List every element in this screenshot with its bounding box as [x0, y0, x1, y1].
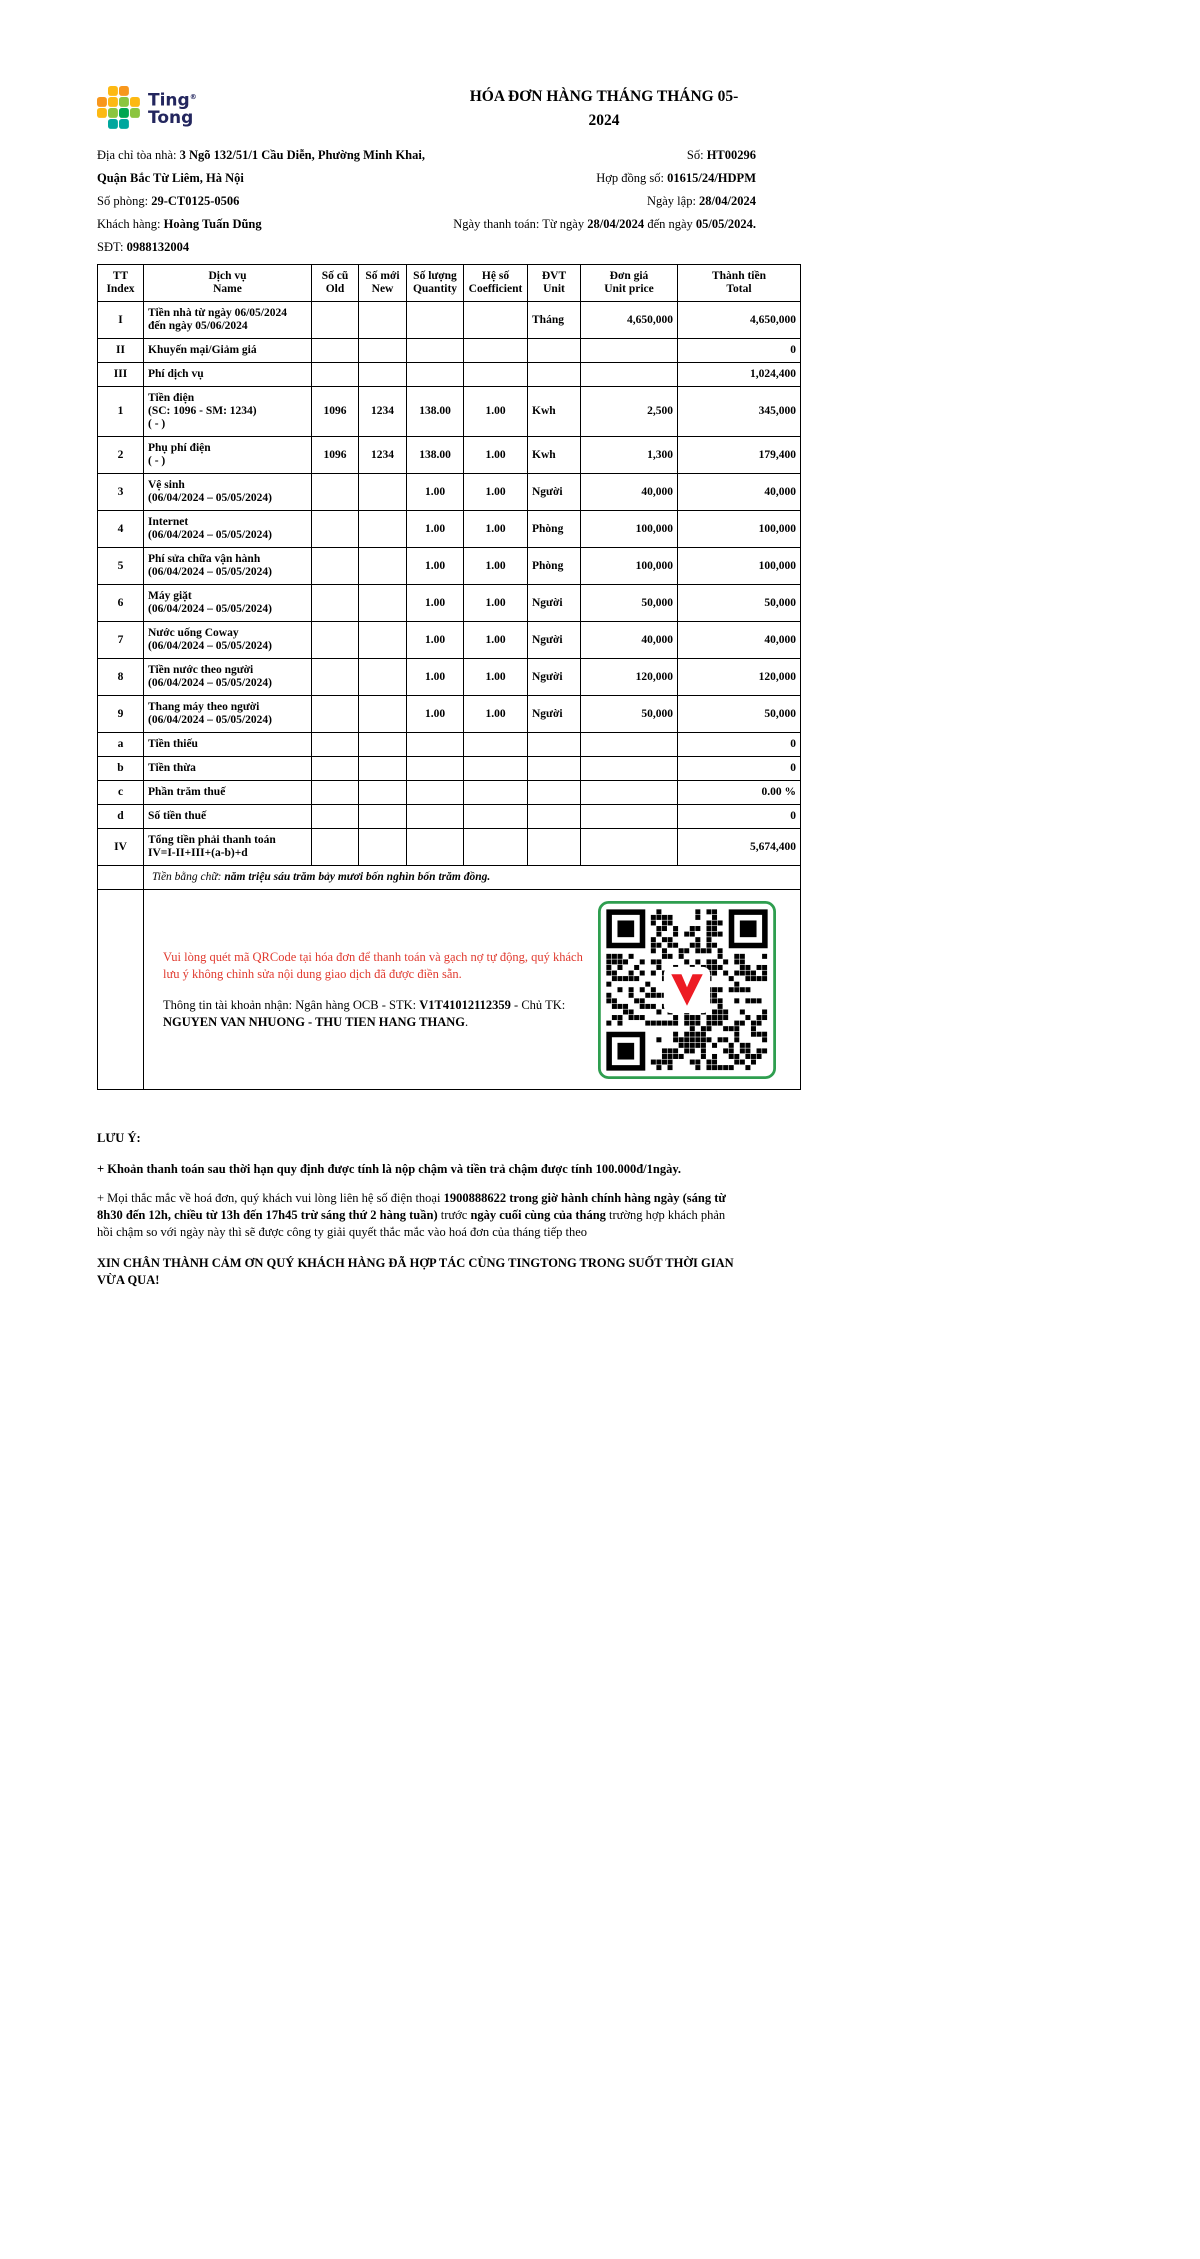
cell-total: 0	[678, 805, 801, 829]
cell-qty	[407, 302, 464, 339]
cell-new	[359, 659, 407, 696]
table-row	[98, 474, 801, 511]
qr-row	[98, 890, 801, 1090]
deadline-emphasis: ngày cuối cùng của tháng	[470, 1208, 606, 1222]
customer-name	[97, 216, 262, 232]
cell-name	[144, 757, 312, 781]
invoice-number-value: HT00296	[706, 148, 756, 162]
hotline-note-part2: trước	[437, 1208, 471, 1222]
cell-index-empty	[98, 890, 144, 1090]
cell-old	[312, 363, 359, 387]
cell-price	[581, 805, 678, 829]
invoice-table-body	[98, 302, 801, 866]
cell-new	[359, 805, 407, 829]
cell-coef: 1.00	[464, 474, 528, 511]
cell-name	[144, 733, 312, 757]
table-row	[98, 757, 801, 781]
cell-total: 100,000	[678, 548, 801, 585]
amount-in-words	[144, 866, 801, 890]
cell-name	[144, 363, 312, 387]
cell-total: 0.00 %	[678, 781, 801, 805]
cell-total: 1,024,400	[678, 363, 801, 387]
cell-total: 5,674,400	[678, 829, 801, 866]
column-header-unit: ĐVT Unit	[528, 265, 581, 302]
cell-index: b	[98, 757, 144, 781]
phone-value: 0988132004	[126, 240, 190, 254]
table-row	[98, 733, 801, 757]
cell-coef	[464, 781, 528, 805]
cell-price: 2,500	[581, 387, 678, 437]
cell-coef: 1.00	[464, 511, 528, 548]
info-right-empty	[756, 239, 800, 255]
table-row	[98, 511, 801, 548]
service-name-line: Vệ sinh	[148, 479, 185, 491]
issue-date-value: 28/04/2024	[699, 194, 756, 208]
cell-coef	[464, 805, 528, 829]
cell-qty	[407, 781, 464, 805]
cell-name	[144, 387, 312, 437]
payment-to: 05/05/2024.	[695, 217, 756, 231]
cell-new	[359, 363, 407, 387]
invoice-table	[97, 264, 801, 1090]
room-number	[97, 193, 239, 209]
cell-qty: 1.00	[407, 659, 464, 696]
service-name-line: Tổng tiền phải thanh toán	[148, 834, 276, 846]
service-name-line: Khuyến mại/Giảm giá	[148, 344, 257, 356]
logo-wordmark	[148, 89, 197, 127]
address-label: Địa chỉ tòa nhà:	[97, 148, 180, 162]
column-header-index: TT Index	[98, 265, 144, 302]
cell-price: 1,300	[581, 437, 678, 474]
cell-price: 100,000	[581, 548, 678, 585]
cell-name	[144, 585, 312, 622]
cell-coef: 1.00	[464, 548, 528, 585]
service-name-line: Thang máy theo người	[148, 701, 260, 713]
cell-new: 1234	[359, 437, 407, 474]
cell-qty: 138.00	[407, 437, 464, 474]
service-name-line: (06/04/2024 – 05/05/2024)	[148, 714, 272, 726]
cell-old	[312, 805, 359, 829]
cell-total: 100,000	[678, 511, 801, 548]
cell-old	[312, 339, 359, 363]
cell-old	[312, 511, 359, 548]
bank-account-info	[163, 997, 598, 1030]
cell-unit: Phòng	[528, 548, 581, 585]
service-name-line: Phần trăm thuế	[148, 786, 226, 798]
late-payment-note: + Khoản thanh toán sau thời hạn quy định được tính là nộp chậm và tiền trả chậm được tính 100.000đ/1ngày.	[97, 1162, 682, 1176]
table-row	[98, 781, 801, 805]
cell-unit	[528, 733, 581, 757]
cell-total: 4,650,000	[678, 302, 801, 339]
cell-qty: 1.00	[407, 511, 464, 548]
cell-new	[359, 548, 407, 585]
service-name-line: Tiền nhà từ ngày 06/05/2024	[148, 307, 287, 319]
cell-qty: 1.00	[407, 622, 464, 659]
cell-price: 40,000	[581, 474, 678, 511]
cell-name	[144, 696, 312, 733]
account-end: .	[465, 1014, 469, 1029]
service-name-line: (06/04/2024 – 05/05/2024)	[148, 640, 272, 652]
service-name-line: (06/04/2024 – 05/05/2024)	[148, 677, 272, 689]
cell-old	[312, 733, 359, 757]
invoice-document	[97, 85, 800, 1289]
footer-notes	[97, 1130, 743, 1289]
cell-index: 9	[98, 696, 144, 733]
logo-word-ting: Ting	[148, 90, 190, 111]
cell-unit: Người	[528, 696, 581, 733]
cell-index: 7	[98, 622, 144, 659]
cell-qty: 138.00	[407, 387, 464, 437]
cell-price: 100,000	[581, 511, 678, 548]
thank-you-message: XIN CHÂN THÀNH CẢM ƠN QUÝ KHÁCH HÀNG ĐÃ HỢP TÁC CÙNG TINGTONG TRONG SUỐT THỜI GIAN VỪA QUA!	[97, 1256, 734, 1287]
column-header-old: Số cũ Old	[312, 265, 359, 302]
cell-index: 4	[98, 511, 144, 548]
tingtong-logo-icon	[97, 85, 141, 131]
cell-coef	[464, 757, 528, 781]
table-row	[98, 437, 801, 474]
cell-index: d	[98, 805, 144, 829]
issue-date	[647, 193, 800, 209]
cell-total: 50,000	[678, 585, 801, 622]
cell-name	[144, 622, 312, 659]
tingtong-logo	[97, 85, 197, 131]
cell-qty: 1.00	[407, 585, 464, 622]
cell-index: 2	[98, 437, 144, 474]
amount-in-words-row	[98, 866, 801, 890]
cell-old	[312, 474, 359, 511]
column-header-total: Thành tiền Total	[678, 265, 801, 302]
cell-total: 0	[678, 733, 801, 757]
column-header-coefficient: Hệ số Coefficient	[464, 265, 528, 302]
cell-index: III	[98, 363, 144, 387]
table-row	[98, 339, 801, 363]
cell-unit: Phòng	[528, 511, 581, 548]
info-row-1	[97, 147, 800, 163]
account-mid: - Chủ TK:	[510, 998, 566, 1012]
service-name-line: (06/04/2024 – 05/05/2024)	[148, 603, 272, 615]
table-row	[98, 548, 801, 585]
table-row	[98, 387, 801, 437]
invoice-info	[97, 147, 800, 255]
cell-unit: Người	[528, 622, 581, 659]
customer-label: Khách hàng:	[97, 217, 164, 231]
invoice-title	[448, 85, 760, 133]
cell-coef	[464, 302, 528, 339]
info-row-2	[97, 170, 800, 186]
cell-old	[312, 622, 359, 659]
cell-price	[581, 733, 678, 757]
cell-new	[359, 585, 407, 622]
payment-qr-section	[144, 890, 801, 1090]
cell-index: 8	[98, 659, 144, 696]
cell-new	[359, 511, 407, 548]
contract-value: 01615/24/HDPM	[667, 171, 756, 185]
amount-in-words-label: Tiền bằng chữ:	[152, 871, 225, 883]
column-header-new: Số mới New	[359, 265, 407, 302]
info-row-4	[97, 216, 800, 232]
cell-coef	[464, 829, 528, 866]
cell-price: 50,000	[581, 696, 678, 733]
address-value-line1: 3 Ngõ 132/51/1 Cầu Diễn, Phường Minh Khai,	[179, 148, 425, 162]
vietqr-logo-icon	[664, 966, 710, 1012]
cell-unit	[528, 757, 581, 781]
invoice-table-extra	[98, 866, 801, 1090]
invoice-number-label: Số:	[686, 148, 707, 162]
cell-old	[312, 548, 359, 585]
hotline-note	[97, 1190, 743, 1241]
note-title: LƯU Ý:	[97, 1131, 141, 1145]
info-row-5	[97, 239, 800, 255]
cell-coef: 1.00	[464, 387, 528, 437]
cell-new	[359, 302, 407, 339]
cell-new	[359, 474, 407, 511]
qr-payment-notice: Vui lòng quét mã QRCode tại hóa đơn để thanh toán và gạch nợ tự động, quý khách lưu ý không chỉnh sửa nội dung giao dịch đã được điền sẵn.	[163, 950, 583, 981]
cell-old	[312, 696, 359, 733]
cell-qty: 1.00	[407, 474, 464, 511]
service-name-line: Phụ phí điện	[148, 442, 211, 454]
building-address	[97, 147, 425, 163]
cell-new	[359, 733, 407, 757]
service-name-line: ( - )	[148, 418, 166, 430]
cell-name	[144, 474, 312, 511]
customer-value: Hoàng Tuấn Dũng	[163, 217, 262, 231]
cell-index: 1	[98, 387, 144, 437]
qr-section-texts	[163, 949, 598, 1030]
cell-total: 0	[678, 757, 801, 781]
cell-unit	[528, 781, 581, 805]
cell-qty	[407, 733, 464, 757]
cell-qty: 1.00	[407, 548, 464, 585]
address-value-line2: Quận Bắc Từ Liêm, Hà Nội	[97, 171, 244, 185]
column-header-name: Dịch vụ Name	[144, 265, 312, 302]
cell-index-empty	[98, 866, 144, 890]
payment-period	[453, 216, 800, 232]
service-name-line: đến ngày 05/06/2024	[148, 320, 248, 332]
account-label: Thông tin tài khoản nhận: Ngân hàng OCB - STK:	[163, 998, 420, 1012]
qr-code	[598, 901, 776, 1079]
cell-name	[144, 437, 312, 474]
cell-price: 50,000	[581, 585, 678, 622]
cell-index: c	[98, 781, 144, 805]
document-header	[97, 85, 800, 133]
cell-unit: Tháng	[528, 302, 581, 339]
service-name-line: Máy giặt	[148, 590, 192, 602]
account-holder: NGUYEN VAN NHUONG - THU TIEN HANG THANG	[163, 1014, 466, 1029]
cell-old: 1096	[312, 387, 359, 437]
cell-unit	[528, 339, 581, 363]
column-header-quantity: Số lượng Quantity	[407, 265, 464, 302]
cell-unit: Người	[528, 585, 581, 622]
cell-name	[144, 829, 312, 866]
room-label: Số phòng:	[97, 194, 152, 208]
cell-qty	[407, 805, 464, 829]
cell-total: 50,000	[678, 696, 801, 733]
cell-unit	[528, 829, 581, 866]
cell-price	[581, 339, 678, 363]
cell-price	[581, 757, 678, 781]
cell-index: 5	[98, 548, 144, 585]
cell-unit	[528, 363, 581, 387]
registered-mark: ®	[189, 93, 197, 102]
cell-old	[312, 757, 359, 781]
service-name-line: Số tiền thuế	[148, 810, 207, 822]
issue-date-label: Ngày lập:	[646, 194, 700, 208]
cell-name	[144, 781, 312, 805]
cell-index: 3	[98, 474, 144, 511]
service-name-line: (06/04/2024 – 05/05/2024)	[148, 566, 272, 578]
cell-qty	[407, 339, 464, 363]
service-name-line: Tiền thiếu	[148, 738, 198, 750]
invoice-title-line2: 2024	[588, 112, 620, 129]
cell-index: IV	[98, 829, 144, 866]
cell-qty	[407, 363, 464, 387]
service-name-line: Tiền thừa	[148, 762, 196, 774]
cell-price: 4,650,000	[581, 302, 678, 339]
service-name-line: Tiền nước theo người	[148, 664, 254, 676]
cell-total: 40,000	[678, 474, 801, 511]
cell-price	[581, 829, 678, 866]
cell-coef: 1.00	[464, 659, 528, 696]
cell-unit: Kwh	[528, 387, 581, 437]
hotline-note-part3: trường hợp khách phản hồi chậm so với ngày này thì sẽ được công ty giải quyết thắc mắc vào hoá đơn của tháng tiếp theo	[97, 1208, 726, 1239]
service-name-line: Phí dịch vụ	[148, 368, 204, 380]
table-row	[98, 585, 801, 622]
hotline-note-part1: + Mọi thắc mắc về hoá đơn, quý khách vui lòng liên hệ số điện thoại	[97, 1191, 444, 1205]
column-header-unit-price: Đơn giá Unit price	[581, 265, 678, 302]
cell-new	[359, 622, 407, 659]
cell-name	[144, 511, 312, 548]
cell-price	[581, 363, 678, 387]
cell-coef	[464, 339, 528, 363]
service-name-line: IV=I-II+III+(a-b)+d	[148, 847, 248, 859]
cell-qty: 1.00	[407, 696, 464, 733]
cell-name	[144, 548, 312, 585]
customer-phone	[97, 239, 189, 255]
cell-total: 120,000	[678, 659, 801, 696]
table-row	[98, 363, 801, 387]
cell-total: 0	[678, 339, 801, 363]
info-row-3	[97, 193, 800, 209]
table-row	[98, 659, 801, 696]
cell-index: 6	[98, 585, 144, 622]
cell-old	[312, 585, 359, 622]
qr-section-layout	[163, 901, 788, 1079]
phone-label: SĐT:	[97, 240, 127, 254]
service-name-line: (SC: 1096 - SM: 1234)	[148, 405, 257, 417]
cell-old: 1096	[312, 437, 359, 474]
table-row	[98, 696, 801, 733]
table-row	[98, 829, 801, 866]
service-name-line: (06/04/2024 – 05/05/2024)	[148, 492, 272, 504]
invoice-title-line1: HÓA ĐƠN HÀNG THÁNG THÁNG 05-	[469, 88, 739, 105]
cell-new	[359, 757, 407, 781]
cell-index: a	[98, 733, 144, 757]
payment-mid: đến ngày	[644, 217, 696, 231]
cell-coef	[464, 363, 528, 387]
cell-total: 345,000	[678, 387, 801, 437]
cell-new	[359, 781, 407, 805]
cell-coef: 1.00	[464, 585, 528, 622]
cell-old	[312, 829, 359, 866]
table-row	[98, 302, 801, 339]
cell-old	[312, 302, 359, 339]
cell-name	[144, 302, 312, 339]
cell-total: 40,000	[678, 622, 801, 659]
cell-new	[359, 696, 407, 733]
payment-label: Ngày thanh toán: Từ ngày	[453, 217, 588, 231]
logo-word-tong: Tong	[148, 107, 194, 128]
cell-old	[312, 781, 359, 805]
cell-price: 120,000	[581, 659, 678, 696]
cell-qty	[407, 829, 464, 866]
room-value: 29-CT0125-0506	[151, 194, 240, 208]
table-row	[98, 622, 801, 659]
cell-new: 1234	[359, 387, 407, 437]
cell-index: II	[98, 339, 144, 363]
table-header-row	[98, 265, 801, 302]
service-name-line: (06/04/2024 – 05/05/2024)	[148, 529, 272, 541]
service-name-line: Phí sửa chữa vận hành	[148, 553, 261, 565]
cell-name	[144, 659, 312, 696]
service-name-line: Internet	[148, 516, 189, 528]
service-name-line: ( - )	[148, 455, 166, 467]
cell-unit: Người	[528, 474, 581, 511]
cell-name	[144, 805, 312, 829]
cell-qty	[407, 757, 464, 781]
cell-unit	[528, 805, 581, 829]
service-name-line: Nước uống Coway	[148, 627, 239, 639]
account-number: V1T41012112359	[419, 998, 511, 1012]
contract-number	[596, 170, 800, 186]
amount-in-words-value: năm triệu sáu trăm bảy mươi bốn nghìn bốn trăm đồng.	[224, 871, 491, 883]
cell-new	[359, 829, 407, 866]
table-header	[98, 265, 801, 302]
cell-price: 40,000	[581, 622, 678, 659]
contract-label: Hợp đồng số:	[596, 171, 668, 185]
hotline-number-and-hours: 1900888622 trong giờ hành chính hàng ngày (sáng từ 8h30 đến 12h, chiều từ 13h đến 17h45 trừ sáng thứ 2 hàng tuần)	[97, 1191, 726, 1222]
payment-from: 28/04/2024	[587, 217, 645, 231]
cell-old	[312, 659, 359, 696]
table-row	[98, 805, 801, 829]
cell-price	[581, 781, 678, 805]
cell-coef: 1.00	[464, 437, 528, 474]
cell-new	[359, 339, 407, 363]
cell-index: I	[98, 302, 144, 339]
cell-total: 179,400	[678, 437, 801, 474]
cell-coef: 1.00	[464, 696, 528, 733]
cell-unit: Kwh	[528, 437, 581, 474]
service-name-line: Tiền điện	[148, 392, 195, 404]
cell-coef: 1.00	[464, 622, 528, 659]
invoice-number	[687, 147, 800, 163]
cell-name	[144, 339, 312, 363]
cell-unit: Người	[528, 659, 581, 696]
cell-coef	[464, 733, 528, 757]
